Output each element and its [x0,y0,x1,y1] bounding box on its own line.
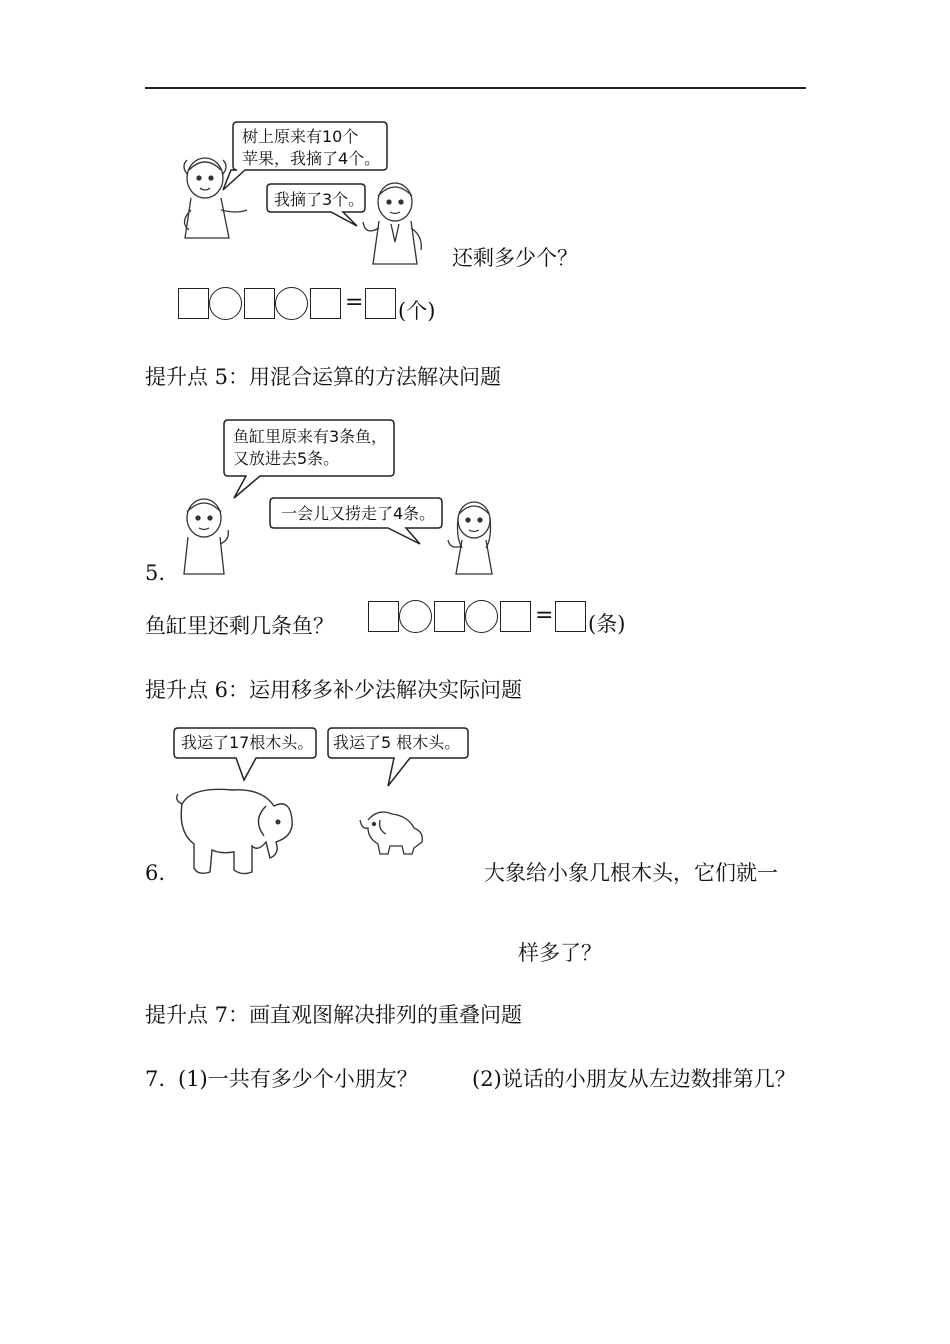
problem5-number: 5. [145,561,166,585]
operator-circle[interactable] [465,600,498,633]
problem5-question: 鱼缸里还剩几条鱼？ [145,614,334,638]
section7-heading: 提升点 7：画直观图解决排列的重叠问题 [145,1003,523,1027]
equals-sign: = [535,603,554,628]
section6-heading: 提升点 6：运用移多补少法解决实际问题 [145,678,523,702]
unit-label: (条) [588,612,626,636]
operator-circle[interactable] [275,287,308,320]
operator-circle[interactable] [399,600,432,633]
equals-sign: = [345,290,364,315]
section5-heading: 提升点 5：用混合运算的方法解决问题 [145,365,502,389]
problem7-number: 7. [145,1067,166,1091]
unit-label: (个) [398,299,436,323]
bubble-small-elephant-text: 我运了5 根木头。 [333,733,461,752]
answer-box[interactable] [500,601,531,632]
problem7-part1: (1)一共有多少个小朋友？ [178,1067,418,1091]
bubble-big-elephant-text: 我运了17根木头。 [181,733,314,752]
bubble-girl-text: 树上原来有10个 苹果，我摘了4个。 [242,127,381,168]
problem6-number: 6. [145,861,166,885]
operator-circle[interactable] [209,287,242,320]
answer-box[interactable] [310,288,341,319]
bubble-boy-text: 我摘了3个。 [274,190,365,209]
problem7-part2: (2)说话的小朋友从左边数排第几？ [472,1067,796,1091]
bubble-boy-text: 鱼缸里原来有3条鱼， 又放进去5条。 [233,427,388,468]
answer-box[interactable] [244,288,275,319]
problem6-question-line2: 样多了？ [518,941,602,965]
bubble-girl-text: 一会儿又捞走了4条。 [281,504,436,523]
answer-box[interactable] [434,601,465,632]
answer-box[interactable] [368,601,399,632]
answer-box[interactable] [178,288,209,319]
header-rule [145,87,806,89]
problem6-question-line1: 大象给小象几根木头，它们就一 [484,861,778,885]
answer-box[interactable] [365,288,396,319]
problem4-question: 还剩多少个？ [452,246,578,270]
answer-box[interactable] [555,601,586,632]
